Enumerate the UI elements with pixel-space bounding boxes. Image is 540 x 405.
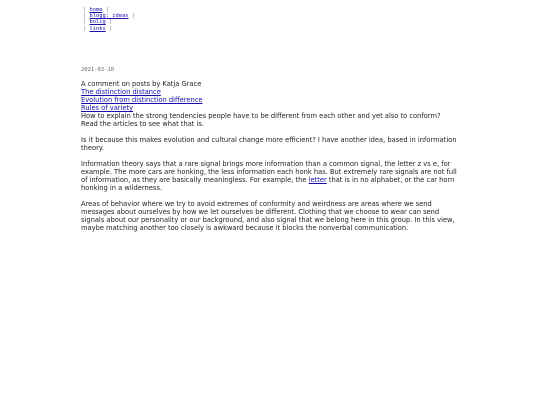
nav-link-bolig[interactable]: bolig xyxy=(89,19,106,26)
read-note: Read the articles to see what that is. xyxy=(81,120,205,128)
paragraph-information-theory xyxy=(81,160,463,192)
nav-separator: | xyxy=(105,7,109,13)
nav-separator: | xyxy=(83,13,87,20)
intro-paragraph xyxy=(81,80,463,128)
nav-separator: | xyxy=(108,19,113,26)
nav-separator: | xyxy=(131,13,135,20)
question-text: How to explain the strong tendencies people have to be different from each other and yet also to conform? xyxy=(81,112,441,120)
nav-link-ideas[interactable]: blogg: ideas xyxy=(89,13,129,20)
nav-separator: | xyxy=(83,25,87,32)
post-body xyxy=(81,80,463,240)
nav-separator: | xyxy=(83,19,87,26)
paragraph-behavior: Areas of behavior where we try to avoid extremes of conformity and weirdness are areas where we send messages about ourselves by how we let ourselves be different. Clothing that we choose to wear can send signals about our personality or our background, and also signal that we belong here in this group. In this view, maybe matching another too closely is awkward because it blocks the nonverbal communication. xyxy=(81,200,455,232)
link-rules-of-variety[interactable]: Rules of variety xyxy=(81,104,134,112)
nav-link-links[interactable]: links xyxy=(89,25,106,32)
p2-text-before: Information theory says that a rare signal brings more information than a common signal, the letter z vs e, for example. The more cars are honking, the less information each honk has. But extremely rare signals are not full of information, as they are basically meaningless. For example, the xyxy=(81,160,457,184)
nav-separator: | xyxy=(83,7,87,13)
link-evolution-distinction[interactable]: Evolution from distinction difference xyxy=(81,96,203,104)
intro-text: A comment on posts by Katja Grace xyxy=(81,80,202,88)
nav-separator: | xyxy=(108,25,113,32)
nav-link-home[interactable]: home xyxy=(89,7,103,13)
p2-text-after: that is in no alphabet, or the car horn honking in a wilderness. xyxy=(81,176,455,192)
letter-link[interactable]: letter xyxy=(308,176,327,184)
site-nav xyxy=(83,7,135,32)
post-date: 2021-02-10 xyxy=(81,67,115,73)
paragraph-evolution: Is it because this makes evolution and cultural change more efficient? I have another idea, based in information theory. xyxy=(81,136,457,152)
nav-row xyxy=(83,26,135,32)
link-distinction-distance[interactable]: The distinction distance xyxy=(81,88,161,96)
